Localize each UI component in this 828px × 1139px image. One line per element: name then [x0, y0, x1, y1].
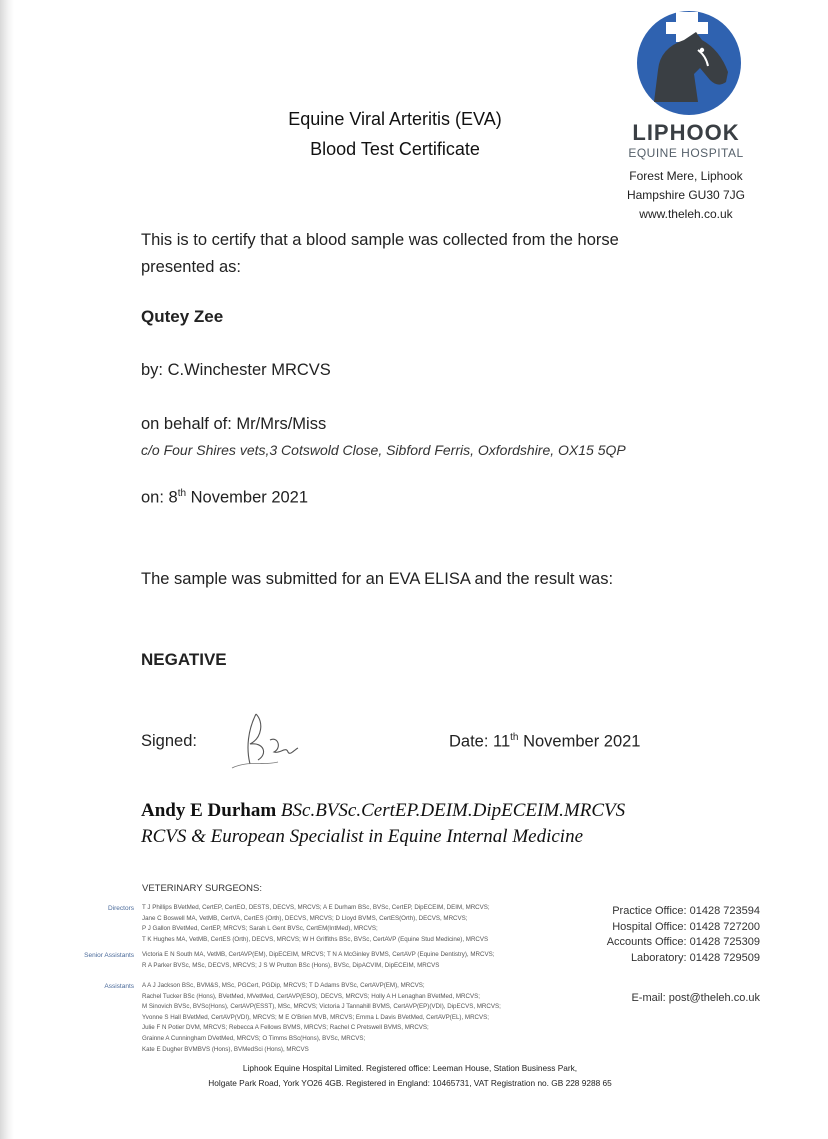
signature-date-day: Date: 11: [449, 732, 511, 751]
assistants-line: Yvonne S Hall BVetMed, CertAVP(VDI), MRCVS; M E O'Brien MVB, MRCVS; Emma L Davis BVetMed, CertAVP(EL), MRCVS;: [142, 1013, 489, 1021]
directors-line: T K Hughes MA, VetMB, CertES (Orth), DECVS, MRCVS; W H Griffiths BSc, BVSc, CertAVP (Equine Stud Medicine), MRCVS: [142, 935, 489, 943]
hospital-office-phone: Hospital Office: 01428 727200: [612, 920, 760, 933]
senior-assistants-label: Senior Assistants: [84, 952, 134, 959]
brand-subtitle: EQUINE HOSPITAL: [628, 146, 744, 160]
collection-date-month-year: November 2021: [186, 488, 309, 507]
horse-name: Qutey Zee: [141, 307, 224, 326]
submission-statement: The sample was submitted for an EVA ELISA and the result was:: [141, 570, 614, 588]
brand-logo-wordmark: [600, 120, 772, 160]
assistants-line: A A J Jackson BSc, BVM&S, MSc, PGCert, PGDip, MRCVS; T D Adams BVSc, CertAVP(EM), MRCVS;: [142, 982, 425, 989]
website-link[interactable]: www.theleh.co.uk: [639, 207, 733, 221]
senior-assistants-line: R A Parker BVSc, MSc, DECVS, MRCVS; J S W Prutton BSc (Hons), BVSc, DipACVIM, DipECEIM, MRCVS: [142, 961, 440, 969]
directors-list: [142, 903, 562, 945]
footer-line-1: Liphook Equine Hospital Limited. Registered office: Leeman House, Station Business Park,: [242, 1063, 578, 1073]
signed-label: Signed:: [141, 732, 197, 750]
certify-intro: [141, 227, 619, 281]
directors-line: T J Phillips BVetMed, CertEP, CertEO, DESTS, DECVS, MRCVS; A E Durham BSc, BVSc, CertEP, DipECEIM, DEIM, MRCVS;: [142, 904, 490, 911]
laboratory-phone: Laboratory: 01428 729509: [630, 951, 760, 964]
senior-assistants-list: [142, 950, 562, 971]
registered-office-footer: [150, 1061, 670, 1091]
owner-address: c/o Four Shires vets,3 Cotswold Close, Sibford Ferris, Oxfordshire, OX15 5QP: [141, 442, 626, 458]
brand-name: LIPHOOK: [632, 120, 740, 145]
address-line-2: Hampshire GU30 7JG: [626, 188, 746, 202]
signatory-role: RCVS & European Specialist in Equine Internal Medicine: [141, 826, 584, 847]
collection-date-suffix: th: [177, 488, 187, 499]
signature-date-suffix: th: [510, 732, 519, 743]
footer-line-2: Holgate Park Road, York YO26 4GB. Registered in England: 10465731, VAT Registration no. GB 228 9288 65: [208, 1078, 612, 1088]
hospital-address: [600, 167, 772, 224]
assistants-list: [142, 981, 562, 1055]
collected-by: by: C.Winchester MRCVS: [141, 361, 331, 379]
directors-line: Jane C Boswell MA, VetMB, CertVA, CertES (Orth), DECVS, MRCVS; D Lloyd BVMS, CertES(Orth), DECVS, MRCVS;: [142, 914, 468, 922]
collection-date: [141, 488, 308, 508]
test-result: NEGATIVE: [141, 650, 227, 669]
certificate-title-line1: Equine Viral Arteritis (EVA): [288, 109, 502, 129]
directors-line: P J Gallon BVetMed, CertEP, MRCVS; Sarah L Gent BVSc, CertEM(IntMed), MRCVS;: [142, 925, 378, 933]
assistants-label: Assistants: [104, 983, 134, 990]
intro-line-1: This is to certify that a blood sample was collected from the horse: [141, 231, 619, 249]
handwritten-signature: [228, 708, 308, 774]
assistants-line: Kate E Dugher BVMBVS (Hons), BVMedSci (Hons), MRCVS: [142, 1045, 309, 1053]
accounts-office-phone: Accounts Office: 01428 725309: [606, 936, 760, 948]
assistants-line: Rachel Tucker BSc (Hons), BVetMed, MVetMed, CertAVP(ESO), DECVS, MRCVS; Holly A H Lenaghan BVetMed, MRCVS;: [142, 992, 480, 1000]
assistants-line: Grainne A Cunningham DVetMed, MRCVS; O Timms BSc(Hons), BVSc, MRCVS;: [142, 1034, 366, 1042]
signatory-name-line: [141, 800, 625, 822]
practice-office-phone: Practice Office: 01428 723594: [612, 905, 760, 917]
signature-date-month-year: November 2021: [518, 732, 641, 751]
address-line-1: Forest Mere, Liphook: [629, 169, 743, 183]
contact-numbers: [580, 904, 760, 966]
signatory-qualifications: BSc.BVSc.CertEP.DEIM.DipECEIM.MRCVS: [276, 800, 626, 821]
directors-label: Directors: [107, 905, 134, 912]
assistants-line: M Sinovich BVSc, BVSc(Hons), CertAVP(ESST), MSc, MRCVS; Victoria J Tannahill BVMS, CertAVP(EP)(VDI), DipECVS, MRCVS;: [142, 1003, 501, 1011]
page-edge-shadow: [0, 0, 14, 1139]
certificate-title-line2: Blood Test Certificate: [310, 139, 480, 159]
liphook-horse-logo: [636, 10, 742, 116]
intro-line-2: presented as:: [141, 258, 241, 276]
contact-email[interactable]: E-mail: post@theleh.co.uk: [631, 992, 760, 1004]
signatory-name: Andy E Durham: [141, 800, 277, 821]
senior-assistants-line: Victoria E N South MA, VetMB, CertAVP(EM), DipECEIM, MRCVS; T N A McGinley BVMS, CertAVP (Equine Dentistry), MRCVS;: [142, 951, 495, 958]
signature-date: [449, 732, 641, 752]
assistants-line: Julie F N Potier DVM, MRCVS; Rebecca A Fellows BVMS, MRCVS; Rachel C Pretswell BVMS, MRCVS;: [142, 1024, 429, 1032]
on-behalf-of: on behalf of: Mr/Mrs/Miss: [141, 415, 327, 433]
collection-date-day: on: 8: [141, 488, 178, 507]
vet-surgeons-heading: VETERINARY SURGEONS:: [142, 883, 263, 894]
